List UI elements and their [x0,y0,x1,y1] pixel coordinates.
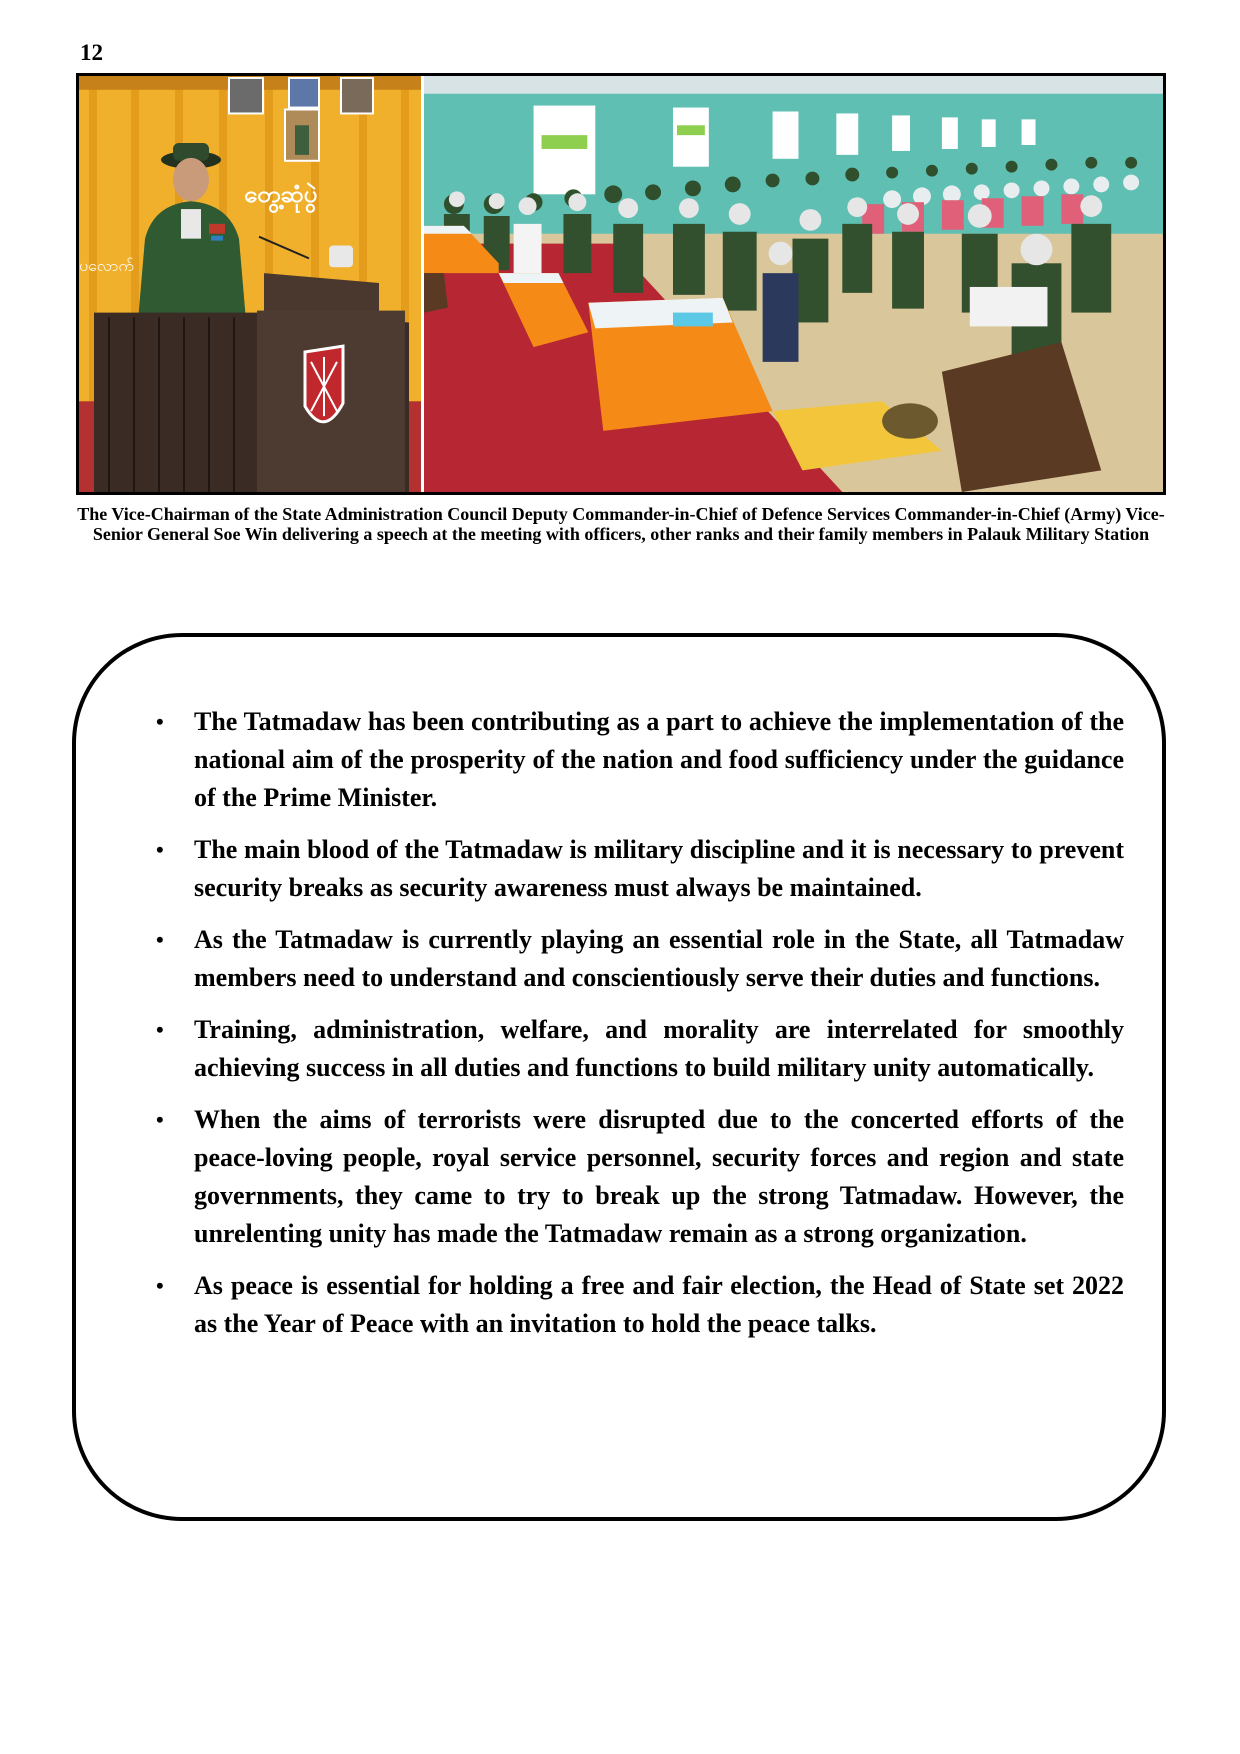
event-photo [76,73,1166,495]
bullet-icon: • [156,837,164,862]
bullet-icon: • [156,1107,164,1132]
speaker-photo [79,76,424,492]
bullet-text: The Tatmadaw has been contributing as a part to achieve the implementation of the national aim of the prosperity of the nation and food sufficiency under the guidance of the Prime Minister. [194,707,1124,812]
list-item [156,921,1124,997]
bullet-text: As the Tatmadaw is currently playing an essential role in the State, all Tatmadaw members need to understand and conscientiously serve their duties and functions. [194,925,1124,992]
audience-photo-illustration [424,76,1163,492]
page-number: 12 [80,40,103,65]
bullet-icon: • [156,1273,164,1298]
photo-caption: The Vice-Chairman of the State Administration Council Deputy Commander-in-Chief of Defence Services Commander-in-Chief (Army) Vice-Senior General Soe Win delivering a speech at the meeting with officers, other ranks and their family members in Palauk Military Station [77,504,1165,544]
list-item [156,1101,1124,1253]
list-item [156,831,1124,907]
key-points-box [72,633,1166,1521]
banner-partial-text: ပလောက် [79,258,135,276]
audience-photo [424,76,1163,492]
list-item [156,1011,1124,1087]
list-item [156,1267,1124,1343]
speaker-photo-illustration [79,76,421,492]
bullet-icon: • [156,927,164,952]
bullet-text: When the aims of terrorists were disrupted due to the concerted efforts of the peace-loving people, royal service personnel, security forces and region and state governments, they came to try to break up the strong Tatmadaw. However, the unrelenting unity has made the Tatmadaw remain as a strong organization. [194,1105,1124,1248]
bullet-icon: • [156,1017,164,1042]
bullet-text: The main blood of the Tatmadaw is military discipline and it is necessary to prevent security breaks as security awareness must always be maintained. [194,835,1124,902]
key-points-list [156,703,1124,1357]
bullet-text: Training, administration, welfare, and morality are interrelated for smoothly achieving success in all duties and functions to build military unity automatically. [194,1015,1124,1082]
banner-text: တွေ့ဆုံပွဲ [244,182,318,209]
bullet-text: As peace is essential for holding a free and fair election, the Head of State set 2022 as the Year of Peace with an invitation to hold the peace talks. [194,1271,1124,1338]
bullet-icon: • [156,709,164,734]
list-item [156,703,1124,817]
